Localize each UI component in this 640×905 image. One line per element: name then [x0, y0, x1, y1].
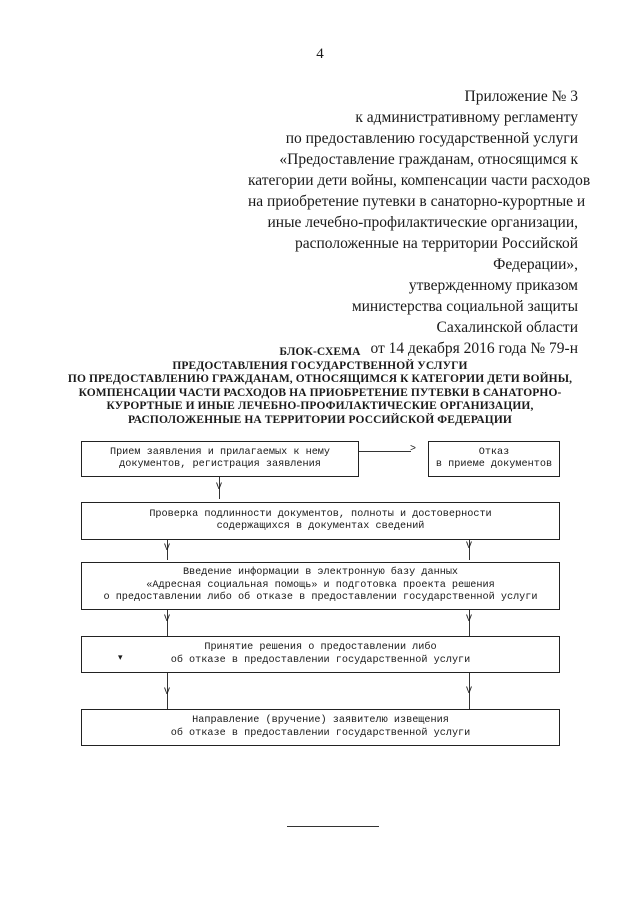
- appendix-line: Сахалинской области: [436, 319, 578, 336]
- footer-divider: [287, 826, 379, 827]
- step-line: «Адресная социальная помощь» и подготовка проекта решения: [146, 579, 495, 591]
- step-reception-box: [81, 441, 359, 477]
- flow-arrow-head: V: [164, 687, 171, 698]
- step-verification-box: [81, 502, 560, 540]
- step-line: об отказе в предоставлении государственной услуги: [170, 654, 471, 666]
- appendix-line: на приобретение путевки в санаторно-курортные и: [248, 193, 586, 210]
- appendix-line: «Предоставление гражданам, относящимся к: [279, 151, 578, 168]
- scheme-title-line: ПРЕДОСТАВЛЕНИЯ ГОСУДАРСТВЕННОЙ УСЛУГИ: [172, 359, 468, 372]
- step-line: Направление (вручение) заявителю извещения: [192, 715, 449, 726]
- step-line: документов, регистрация заявления: [119, 459, 321, 470]
- scheme-title-line: ПО ПРЕДОСТАВЛЕНИЮ ГРАЖДАНАМ, ОТНОСЯЩИМСЯ К КАТЕГОРИИ ДЕТИ ВОЙНЫ,: [67, 373, 573, 385]
- step-line: Отказ: [478, 446, 510, 458]
- appendix-header: [248, 86, 591, 359]
- appendix-line: Приложение № 3: [464, 88, 578, 105]
- scan-speck: ▾: [118, 652, 123, 662]
- appendix-line: категории дети войны, компенсации части расходов: [248, 172, 591, 189]
- page-number: 4: [316, 46, 324, 62]
- appendix-line: утвержденному приказом: [408, 277, 578, 294]
- step-line: Введение информации в электронную базу данных: [182, 567, 459, 579]
- step-data-entry-box: [81, 562, 560, 610]
- step-line: Прием заявления и прилагаемых к нему: [109, 446, 331, 458]
- scheme-title: [60, 346, 580, 427]
- scheme-title-line: РАСПОЛОЖЕННЫЕ НА ТЕРРИТОРИИ РОССИЙСКОЙ ФЕДЕРАЦИИ: [128, 413, 512, 426]
- step-notification-box: [81, 709, 560, 746]
- appendix-line: по предоставлению государственной услуги: [285, 130, 578, 147]
- step-line: содержащихся в документах сведений: [216, 521, 425, 532]
- scheme-title-line: КОМПЕНСАЦИИ ЧАСТИ РАСХОДОВ НА ПРИОБРЕТЕНИЕ ПУТЕВКИ В САНАТОРНО-: [78, 386, 562, 399]
- step-line: Проверка подлинности документов, полноты и достоверности: [149, 508, 492, 520]
- flow-arrow-head: V: [216, 482, 223, 493]
- side-arrow-head: >: [410, 444, 417, 455]
- flow-arrow-head: V: [164, 614, 171, 625]
- appendix-line: расположенные на территории Российской: [294, 235, 578, 252]
- step-line: о предоставлении либо об отказе в предоставлении государственной услуги: [103, 592, 538, 604]
- scheme-title-line: БЛОК-СХЕМА: [279, 346, 361, 358]
- scheme-title-line: КУРОРТНЫЕ И ИНЫЕ ЛЕЧЕБНО-ПРОФИЛАКТИЧЕСКИЕ ОРГАНИЗАЦИИ,: [106, 400, 534, 412]
- flow-arrow-head: V: [466, 541, 473, 552]
- step-line: в приеме документов: [435, 459, 553, 470]
- step-line: Принятие решения о предоставлении либо: [204, 642, 437, 653]
- flow-arrow-head: V: [466, 686, 473, 697]
- appendix-line: к административному регламенту: [355, 109, 578, 126]
- step-line: об отказе в предоставлении государственной услуги: [170, 727, 471, 739]
- flow-arrow-head: V: [164, 543, 171, 554]
- side-arrow-line: [359, 451, 411, 452]
- step-refusal-intake-box: [428, 441, 560, 477]
- step-decision-box: [81, 636, 560, 673]
- appendix-line: от 14 декабря 2016 года № 79-н: [370, 340, 578, 357]
- appendix-line: министерства социальной защиты: [351, 298, 578, 315]
- flow-arrow-head: V: [466, 614, 473, 625]
- appendix-line: Федерации»,: [493, 256, 578, 273]
- appendix-line: иные лечебно-профилактические организации,: [267, 214, 578, 231]
